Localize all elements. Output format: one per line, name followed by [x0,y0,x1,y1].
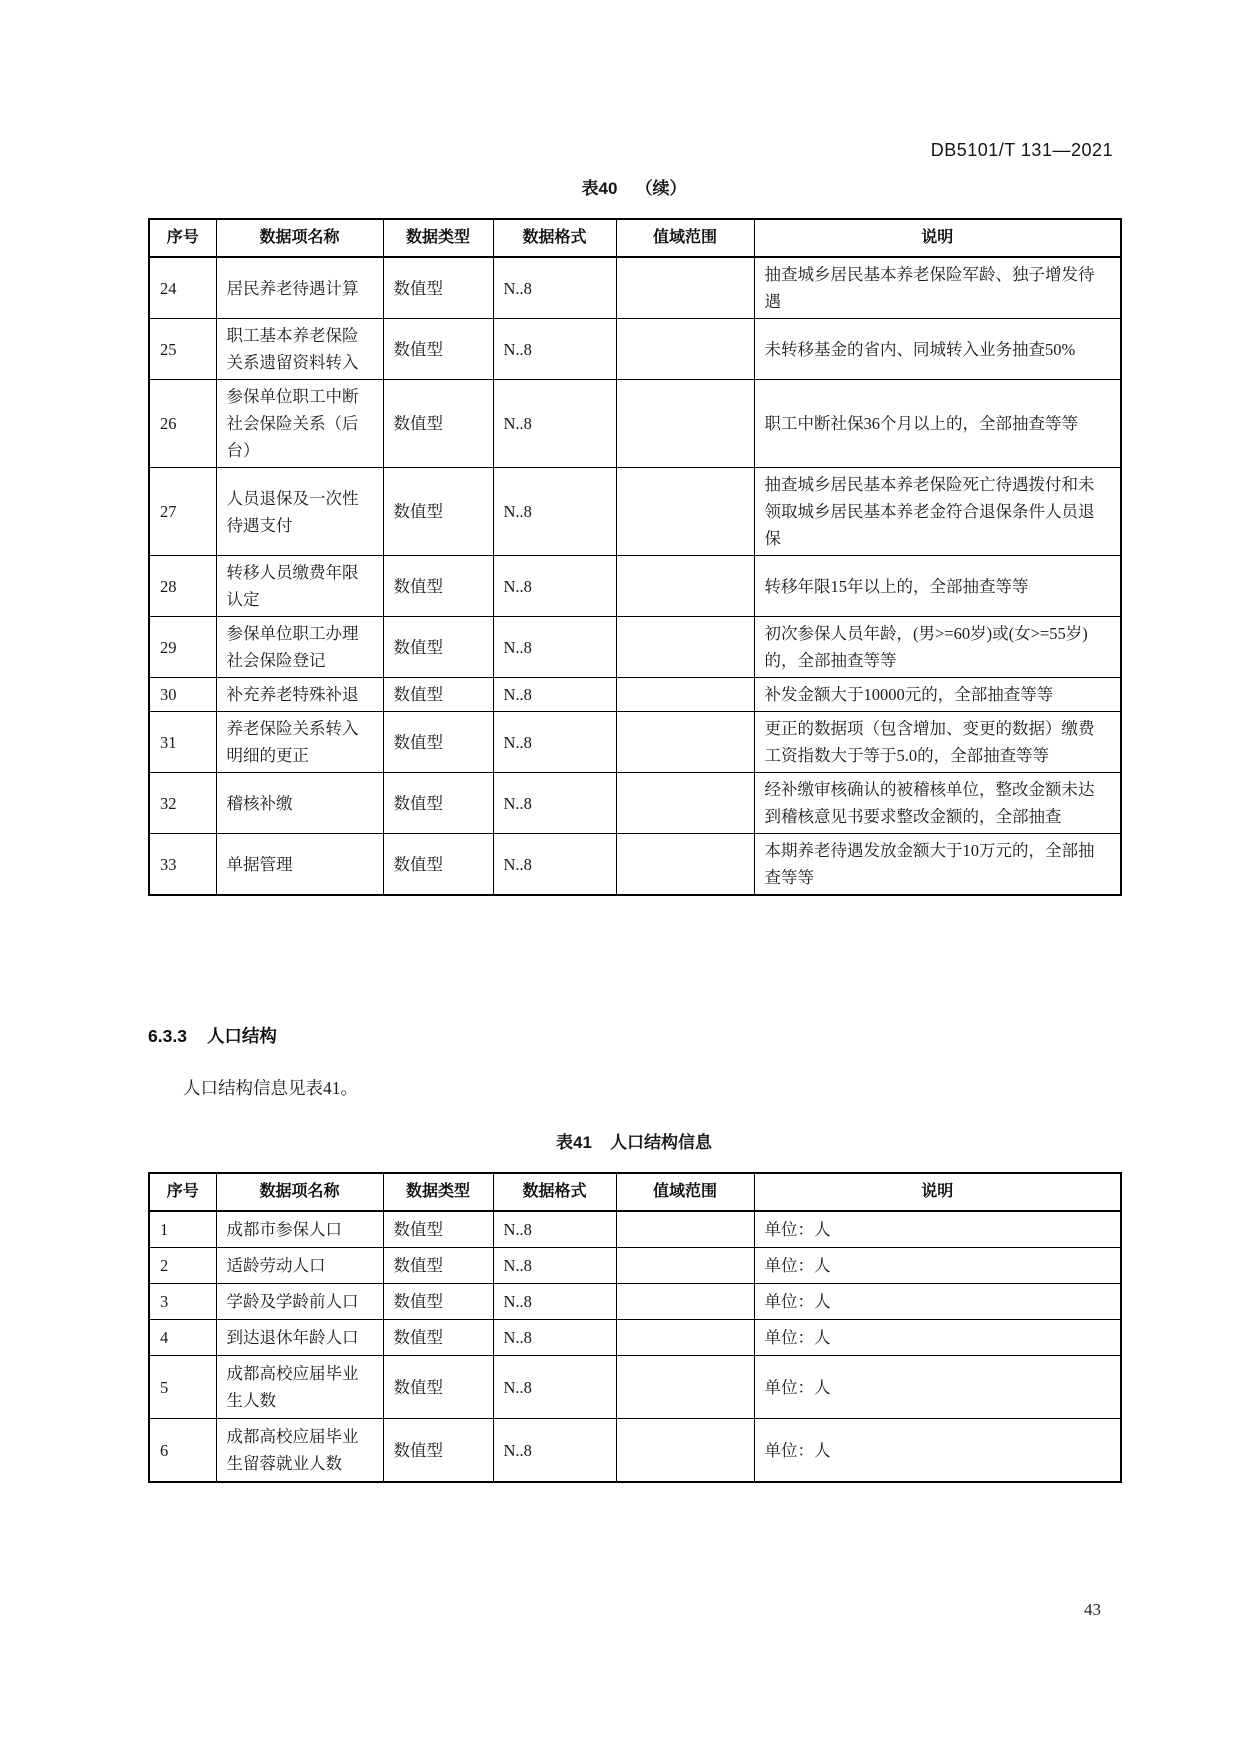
cell-format: N..8 [493,678,616,712]
cell-range [616,468,754,556]
column-header: 数据项名称 [216,219,383,257]
cell-no: 3 [149,1284,216,1320]
table-row [149,1248,1121,1284]
cell-desc: 更正的数据项（包含增加、变更的数据）缴费工资指数大于等于5.0的，全部抽查等等 [754,712,1121,773]
table-row [149,257,1121,319]
cell-no: 2 [149,1248,216,1284]
column-header: 值域范围 [616,1173,754,1211]
cell-format: N..8 [493,1248,616,1284]
cell-format: N..8 [493,1419,616,1483]
cell-format: N..8 [493,1211,616,1248]
table-row [149,380,1121,468]
cell-type: 数值型 [383,319,493,380]
header-row [149,1173,1121,1211]
cell-no: 6 [149,1419,216,1483]
column-header: 序号 [149,1173,216,1211]
table-row [149,1211,1121,1248]
cell-no: 33 [149,834,216,896]
cell-range [616,1356,754,1419]
cell-range [616,380,754,468]
cell-range [616,834,754,896]
cell-name: 职工基本养老保险关系遗留资料转入 [216,319,383,380]
column-header: 数据类型 [383,219,493,257]
cell-type: 数值型 [383,678,493,712]
cell-desc: 初次参保人员年龄，(男>=60岁)或(女>=55岁)的，全部抽查等等 [754,617,1121,678]
table-row [149,1320,1121,1356]
cell-desc: 单位：人 [754,1211,1121,1248]
cell-type: 数值型 [383,1419,493,1483]
cell-no: 31 [149,712,216,773]
table-row [149,1356,1121,1419]
cell-type: 数值型 [383,1284,493,1320]
table-row [149,773,1121,834]
table41-head [149,1173,1121,1211]
cell-range [616,1248,754,1284]
cell-range [616,712,754,773]
cell-range [616,1284,754,1320]
page-number: 43 [1084,1600,1101,1619]
column-header: 说明 [754,219,1121,257]
cell-desc: 职工中断社保36个月以上的，全部抽查等等 [754,380,1121,468]
section-title: 人口结构 [206,1026,277,1046]
page-content [148,0,1120,1483]
cell-no: 1 [149,1211,216,1248]
cell-desc: 补发金额大于10000元的，全部抽查等等 [754,678,1121,712]
doc-code: DB5101/T 131—2021 [930,140,1113,160]
table40-head [149,219,1121,257]
cell-format: N..8 [493,380,616,468]
cell-name: 参保单位职工办理社会保险登记 [216,617,383,678]
cell-range [616,1211,754,1248]
table41-body [149,1211,1121,1482]
table-row [149,834,1121,896]
cell-type: 数值型 [383,380,493,468]
column-header: 数据格式 [493,219,616,257]
table-row [149,319,1121,380]
cell-type: 数值型 [383,712,493,773]
cell-type: 数值型 [383,834,493,896]
cell-desc: 单位：人 [754,1248,1121,1284]
column-header: 数据类型 [383,1173,493,1211]
table-row [149,556,1121,617]
table40 [148,218,1122,896]
table-row [149,1284,1121,1320]
table-row [149,678,1121,712]
cell-format: N..8 [493,712,616,773]
cell-range [616,257,754,319]
cell-name: 居民养老待遇计算 [216,257,383,319]
table-row [149,712,1121,773]
cell-format: N..8 [493,1284,616,1320]
cell-name: 适龄劳动人口 [216,1248,383,1284]
column-header: 数据格式 [493,1173,616,1211]
column-header: 序号 [149,219,216,257]
cell-name: 学龄及学龄前人口 [216,1284,383,1320]
cell-range [616,617,754,678]
cell-range [616,1320,754,1356]
cell-format: N..8 [493,773,616,834]
cell-range [616,556,754,617]
cell-desc: 抽查城乡居民基本养老保险死亡待遇拨付和未领取城乡居民基本养老金符合退保条件人员退保 [754,468,1121,556]
cell-desc: 单位：人 [754,1356,1121,1419]
cell-no: 26 [149,380,216,468]
cell-name: 补充养老特殊补退 [216,678,383,712]
cell-range [616,319,754,380]
table41 [148,1172,1122,1483]
cell-no: 25 [149,319,216,380]
cell-desc: 单位：人 [754,1419,1121,1483]
table40-caption-suffix: （续） [635,179,687,198]
cell-desc: 未转移基金的省内、同城转入业务抽查50% [754,319,1121,380]
cell-name: 稽核补缴 [216,773,383,834]
table40-caption-label: 表40 [581,179,618,198]
cell-format: N..8 [493,1356,616,1419]
cell-format: N..8 [493,1320,616,1356]
cell-type: 数值型 [383,1320,493,1356]
table-row [149,468,1121,556]
cell-desc: 转移年限15年以上的，全部抽查等等 [754,556,1121,617]
section-paragraph: 人口结构信息见表41。 [183,1078,358,1098]
column-header: 数据项名称 [216,1173,383,1211]
cell-name: 人员退保及一次性待遇支付 [216,468,383,556]
cell-no: 32 [149,773,216,834]
cell-type: 数值型 [383,1211,493,1248]
cell-type: 数值型 [383,773,493,834]
section-heading [148,1024,1120,1048]
table41-caption-suffix: 人口结构信息 [609,1133,712,1152]
table-row [149,617,1121,678]
column-header: 值域范围 [616,219,754,257]
cell-desc: 单位：人 [754,1320,1121,1356]
cell-desc: 本期养老待遇发放金额大于10万元的，全部抽查等等 [754,834,1121,896]
cell-name: 成都高校应届毕业生留蓉就业人数 [216,1419,383,1483]
column-header: 说明 [754,1173,1121,1211]
table-row [149,1419,1121,1483]
cell-desc: 抽查城乡居民基本养老保险军龄、独子增发待遇 [754,257,1121,319]
cell-format: N..8 [493,257,616,319]
header-row [149,219,1121,257]
cell-format: N..8 [493,617,616,678]
cell-no: 29 [149,617,216,678]
section-number: 6.3.3 [148,1026,187,1046]
cell-type: 数值型 [383,1356,493,1419]
cell-no: 30 [149,678,216,712]
cell-format: N..8 [493,468,616,556]
cell-range [616,1419,754,1483]
cell-desc: 单位：人 [754,1284,1121,1320]
cell-format: N..8 [493,834,616,896]
cell-name: 成都市参保人口 [216,1211,383,1248]
cell-type: 数值型 [383,556,493,617]
cell-no: 5 [149,1356,216,1419]
cell-format: N..8 [493,319,616,380]
cell-range [616,773,754,834]
cell-desc: 经补缴审核确认的被稽核单位，整改金额未达到稽核意见书要求整改金额的，全部抽查 [754,773,1121,834]
cell-no: 28 [149,556,216,617]
cell-name: 单据管理 [216,834,383,896]
cell-format: N..8 [493,556,616,617]
table41-caption [148,1132,1120,1154]
cell-name: 转移人员缴费年限认定 [216,556,383,617]
cell-no: 24 [149,257,216,319]
cell-name: 到达退休年龄人口 [216,1320,383,1356]
cell-type: 数值型 [383,468,493,556]
cell-name: 成都高校应届毕业生人数 [216,1356,383,1419]
table41-caption-label: 表41 [556,1133,592,1152]
cell-type: 数值型 [383,1248,493,1284]
table40-body [149,257,1121,895]
cell-name: 养老保险关系转入明细的更正 [216,712,383,773]
cell-range [616,678,754,712]
cell-type: 数值型 [383,257,493,319]
cell-no: 4 [149,1320,216,1356]
table40-caption [148,178,1120,200]
cell-name: 参保单位职工中断社会保险关系（后台） [216,380,383,468]
cell-type: 数值型 [383,617,493,678]
cell-no: 27 [149,468,216,556]
